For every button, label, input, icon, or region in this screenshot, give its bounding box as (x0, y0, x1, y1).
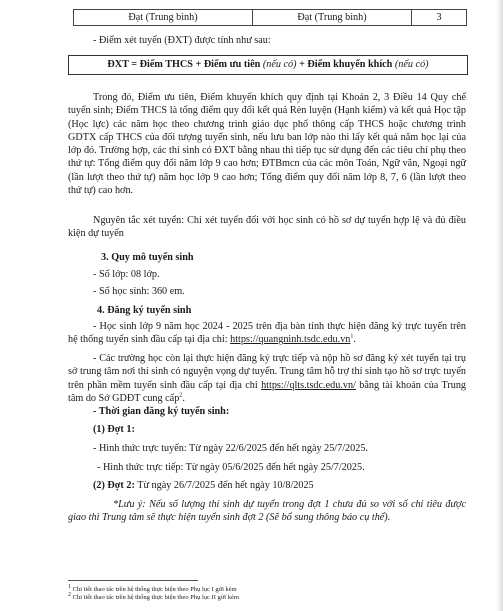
round-1-direct: - Hình thức trực tiếp: Từ ngày 05/6/2025 đến hết ngày 25/7/2025. (97, 462, 365, 473)
round-2-dates: Từ ngày 26/7/2025 đến hết ngày 10/8/2025 (137, 480, 314, 491)
round-2-line (93, 479, 491, 492)
student-count: - Số học sinh: 360 em. (93, 286, 185, 297)
table-row (74, 10, 467, 26)
formula-part2: + Điểm khuyến khích (299, 59, 393, 70)
registration-time-heading: - Thời gian đăng ký tuyển sinh: (93, 406, 230, 417)
score-table (73, 9, 467, 26)
formula-part1: ĐXT = Điểm THCS + Điểm ưu tiên (107, 59, 261, 70)
formula-optional-2: (nếu có) (394, 59, 429, 70)
footnote-separator (68, 580, 198, 581)
round-1-online: - Hình thức trực tuyến: Từ ngày 22/6/2025 đến hết ngày 25/7/2025. (93, 443, 368, 454)
dxt-formula-box (68, 55, 468, 75)
principle-paragraph: Nguyên tắc xét tuyển: Chỉ xét tuyển đối với học sinh có hồ sơ dự tuyển hợp lệ và đủ điều kiện dự tuyển (68, 215, 466, 240)
note-label: *Lưu ý: (113, 499, 146, 510)
footnote-1: $^1$ Chi tiết thao tác trên hệ thống thực hiện theo Phụ lục I gửi kèm (68, 584, 237, 594)
online-registration-paragraph: - Học sinh lớp 9 năm học 2024 - 2025 trên địa bàn tỉnh thực hiện đăng ký trực tuyến trên hệ thống tuyển sinh đầu cấp tại địa chỉ: $https://quangninh.tsdc.edu.vn^1$. (68, 321, 466, 346)
footnote-ref-1: 1 (350, 333, 354, 340)
explain-paragraph: Trong đó, Điểm ưu tiên, Điểm khuyến khích quy định tại Khoản 2, 3 Điều 14 Quy chế tuyển sinh; Điểm THCS là tổng điểm quy đổi kết quả Rèn luyện (Hạnh kiểm) và kết quả Học tập (Học lực) các năm học theo chương trình giáo dục phổ thông cấp THCS hoặc chương trình GDTX cấp THCS của đối tượng tuyển sinh, nếu lưu ban lớp nào thì lấy kết quả năm học lại của lớp đó. Trường hợp, các thí sinh có ĐXT bằng nhau thì tiếp tục sử dụng đến các tiêu chí phụ theo thứ tự: Tổng điểm quy đổi năm lớp 9 cao hơn; ĐTBmcn của các môn Toán, Ngữ văn, Ngoại ngữ (lần lượt theo thứ tự) năm học lớp 9 cao hơn; Tổng điểm quy đổi năm lớp 8, 7, 6 (lần lượt theo thứ tự) cao hơn. (68, 92, 466, 196)
note-paragraph: *Lưu ý: Nếu số lượng thí sinh dự tuyển trong đợt 1 chưa đủ so với số chỉ tiêu được giao thì Trung tâm sẽ thực hiện tuyển sinh đợt 2 (Sẽ bổ sung thông báo cụ thể). (68, 499, 466, 524)
dxt-intro: - Điểm xét tuyển (ĐXT) được tính như sau: (93, 35, 271, 46)
direct-registration-paragraph: - Các trường học còn lại thực hiện đăng ký trực tiếp và nộp hồ sơ đăng ký xét tuyển tại trụ sở trung tâm nơi thí sinh có nguyện vọng dự tuyển. Trung tâm hỗ trợ thí sinh tạo hồ sơ trực tuyến trên phần mềm tuyển sinh đầu cấp tại địa chỉ https://qlts.tsdc.edu.vn/ bằng tài khoản của Trung tâm do Sở GDĐT cung cấp$^2$. (68, 353, 467, 404)
table-cell: Đạt (Trung bình) (253, 10, 412, 26)
footnote-ref-2: 2 (179, 392, 183, 399)
section-3-heading: 3. Quy mô tuyển sinh (101, 252, 194, 263)
table-cell: 3 (412, 10, 467, 26)
round-2-label: (2) Đợt 2: (93, 480, 135, 491)
table-cell: Đạt (Trung bình) (74, 10, 253, 26)
qlts-link[interactable]: https://qlts.tsdc.edu.vn/ (261, 379, 356, 391)
footnote-2: $^2$ Chi tiết thao tác trên hệ thống thực hiện theo Phụ lục II gửi kèm (68, 592, 239, 602)
section-4-heading: 4. Đăng ký tuyển sinh (97, 305, 192, 316)
quangninh-link[interactable]: https://quangninh.tsdc.edu.vn (230, 334, 351, 346)
formula-optional-1: (nếu có) (262, 59, 297, 70)
class-count: - Số lớp: 08 lớp. (93, 269, 160, 280)
page-edge-shadow (496, 0, 503, 611)
round-1-heading: (1) Đợt 1: (93, 424, 135, 435)
